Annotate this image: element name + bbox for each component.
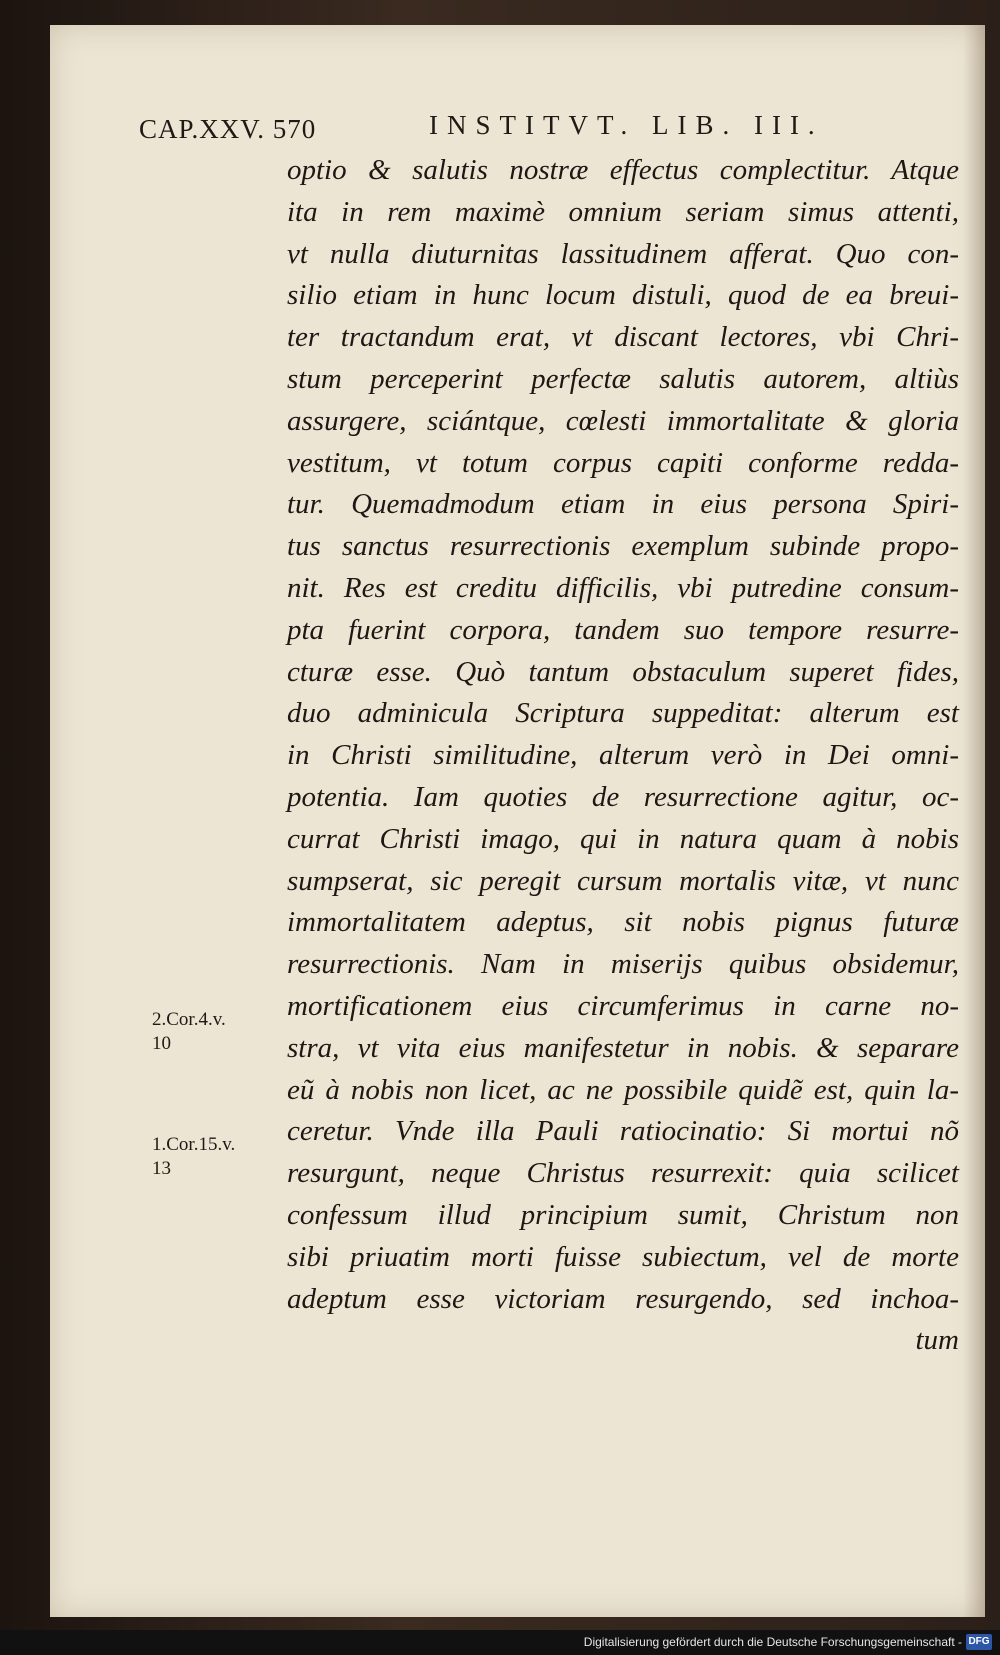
text-line: resurrectionis. Nam in miserijs quibus obsidemur,	[287, 948, 959, 981]
text-line: nit. Res est creditu difficilis, vbi putredine consum-	[287, 571, 959, 604]
running-head-chapter: CAP.XXV. 570	[139, 114, 317, 144]
page-edge-shadow	[963, 25, 985, 1617]
dfg-logo-icon	[966, 1634, 992, 1650]
text-line: pta fuerint corpora, tandem suo tempore resurre-	[287, 613, 959, 646]
text-line: mortificationem eius circumferimus in carne no-	[287, 989, 959, 1022]
text-line: immortalitatem adeptus, sit nobis pignus futuræ	[287, 906, 959, 939]
text-line: potentia. Iam quoties de resurrectione agitur, oc-	[287, 780, 959, 813]
margin-note-verse: 13	[152, 1158, 171, 1179]
footer-bar	[0, 1630, 1000, 1655]
dfg-logo-text: DFG	[968, 1636, 990, 1647]
margin-note-2cor4	[152, 1008, 292, 1056]
running-head-title: INSTITVT. LIB. III.	[429, 110, 824, 140]
text-line: vt nulla diuturnitas lassitudinem afferat. Quo con-	[287, 237, 959, 270]
catchword: tum	[915, 1324, 959, 1357]
margin-note-ref: 1.Cor.15.v.	[152, 1134, 236, 1155]
text-line: tus sanctus resurrectionis exemplum subinde propo-	[287, 530, 959, 563]
text-line: in Christi similitudine, alterum verò in Dei omni-	[287, 739, 959, 772]
margin-note-verse: 10	[152, 1033, 171, 1054]
text-line: duo adminicula Scriptura suppeditat: alterum est	[287, 697, 959, 730]
text-line: eũ à nobis non licet, ac ne possibile quidẽ est, quin la-	[287, 1073, 959, 1106]
text-line: resurgunt, neque Christus resurrexit: quia scilicet	[287, 1157, 959, 1190]
text-line: stum perceperint perfectæ salutis autorem, altiùs	[287, 362, 959, 395]
running-head	[89, 110, 829, 150]
text-line: confessum illud principium sumit, Christum non	[287, 1198, 959, 1231]
text-line: sibi priuatim morti fuisse subiectum, vel de morte	[287, 1240, 959, 1273]
text-line: cturæ esse. Quò tantum obstaculum superet fides,	[287, 655, 959, 688]
text-line: ita in rem maximè omnium seriam simus attenti,	[287, 195, 959, 228]
footer-credit: Digitalisierung gefördert durch die Deutsche Forschungsgemeinschaft -	[583, 1635, 962, 1649]
text-line: silio etiam in hunc locum distuli, quod de ea breui-	[287, 279, 959, 312]
text-line: vestitum, vt totum corpus capiti conforme redda-	[287, 446, 959, 479]
text-line: adeptum esse victoriam resurgendo, sed inchoa-	[287, 1282, 959, 1315]
margin-note-1cor15	[152, 1133, 292, 1181]
text-line: currat Christi imago, qui in natura quam à nobis	[287, 822, 959, 855]
text-line: tur. Quemadmodum etiam in eius persona Spiri-	[287, 488, 959, 521]
text-line: stra, vt vita eius manifestetur in nobis. & separare	[287, 1031, 959, 1064]
text-line: ceretur. Vnde illa Pauli ratiocinatio: Si mortui nõ	[287, 1115, 959, 1148]
text-line: optio & salutis nostræ effectus complectitur. Atque	[287, 154, 959, 186]
text-line: ter tractandum erat, vt discant lectores, vbi Chri-	[287, 321, 959, 354]
margin-note-ref: 2.Cor.4.v.	[152, 1009, 226, 1030]
body-text	[287, 150, 959, 1362]
text-line: sumpserat, sic peregit cursum mortalis vitæ, vt nunc	[287, 864, 959, 897]
text-line: assurgere, sciántque, cœlesti immortalitate & gloria	[287, 404, 959, 437]
